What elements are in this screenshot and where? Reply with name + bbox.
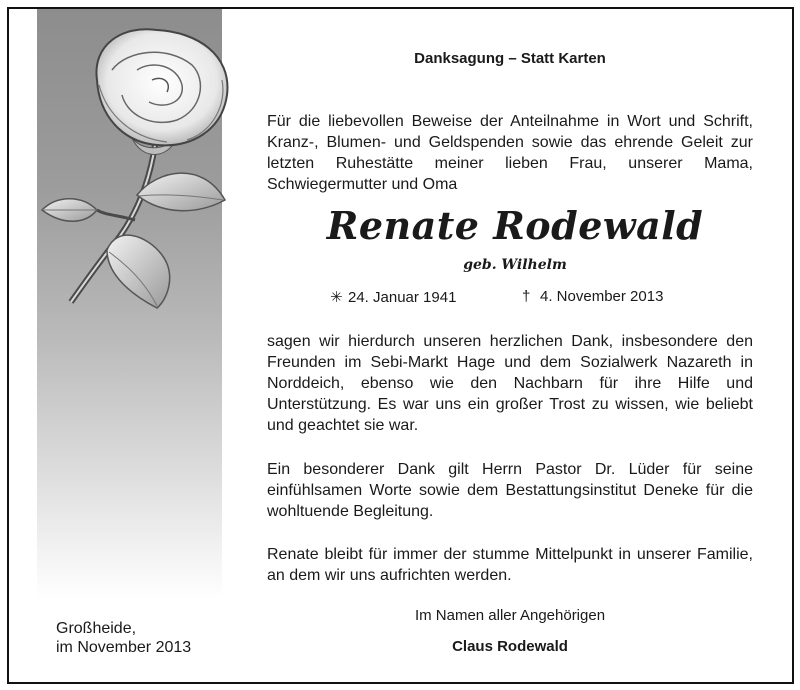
death-cross-icon: †: [522, 288, 531, 305]
notice-heading: Danksagung – Statt Karten: [414, 50, 606, 67]
thanks-paragraph: sagen wir hierdurch unseren herzlichen Dank, insbesondere den Freunden im Sebi-Markt Hage und dem Sozialwerk Nazareth in Norddeich, ebenso wie den Nachbarn für ihre Hilfe und Unterstützung. Es war uns ein großer Trost zu wissen, wie beliebt und geachtet sie war.: [267, 333, 753, 434]
deceased-name: Renate Rodewald: [326, 203, 704, 248]
birth-date: 24. Januar 1941: [348, 289, 457, 306]
maiden-name: geb. Wilhelm: [463, 257, 567, 273]
rose-icon: [37, 10, 252, 310]
birth-date-group: [330, 288, 456, 306]
place-and-date: [56, 619, 191, 657]
special-thanks-paragraph: Ein besonderer Dank gilt Herrn Pastor Dr. Lüder für seine einfühlsamen Worte sowie dem Bestattungsinstitut Deneke für die wohltuende Begleitung.: [267, 461, 753, 520]
place-date: im November 2013: [56, 639, 192, 656]
closing-line: Im Namen aller Angehörigen: [414, 607, 606, 624]
remembrance-paragraph: Renate bleibt für immer der stumme Mittelpunkt in unserer Familie, an dem wir uns aufrichten werden.: [267, 546, 753, 584]
intro-paragraph: Für die liebevollen Beweise der Anteilnahme in Wort und Schrift, Kranz-, Blumen- und Geldspenden sowie das ehrende Geleit zur letzten Ruhestätte meiner lieben Frau, unserer Mama, Schwiegermutter und Oma: [267, 113, 753, 193]
place: Großheide,: [56, 620, 137, 637]
signature: Claus Rodewald: [452, 638, 568, 655]
birth-star-icon: ✳: [330, 289, 343, 306]
death-date-group: [522, 288, 663, 305]
death-date: 4. November 2013: [540, 288, 664, 305]
